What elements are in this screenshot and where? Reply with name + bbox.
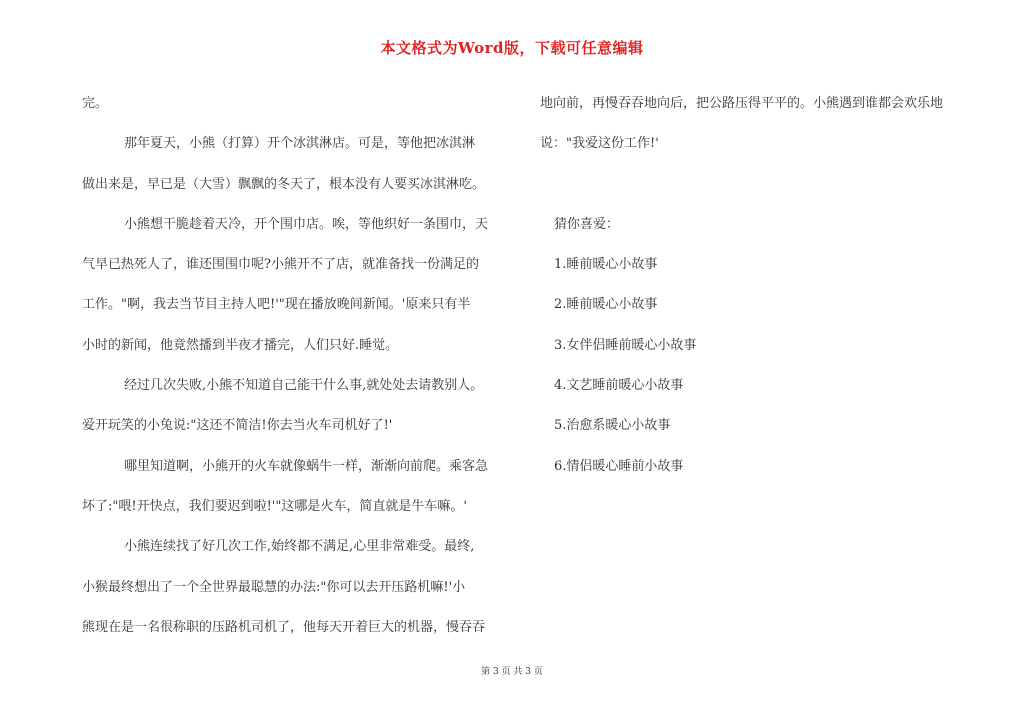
related-item-3[interactable]: 3.女伴侣睡前暖心小故事	[554, 337, 697, 353]
body-line: 经过几次失败,小熊不知道自己能干什么事,就处处去请教别人。	[124, 378, 484, 394]
body-line: 完。	[82, 96, 109, 111]
related-item-6[interactable]: 6.情侣暖心睡前小故事	[554, 458, 684, 474]
right-column	[540, 84, 972, 487]
body-line: 气早已热死人了，谁还围围巾呢?小熊开不了店，就准备找一份满足的	[82, 257, 479, 273]
body-line: 小时的新闻，他竟然播到半夜才播完，人们只好.睡觉。	[82, 337, 399, 353]
body-line: 地向前，再慢吞吞地向后，把公路压得平平的。小熊遇到谁都会欢乐地	[540, 96, 944, 111]
related-item-2[interactable]: 2.睡前暖心小故事	[554, 297, 658, 313]
body-line: 坏了:"喂!开快点，我们要迟到啦!'"这哪是火车，简直就是牛车嘛。'	[82, 498, 467, 514]
body-line: 小熊连续找了好几次工作,始终都不满足,心里非常难受。最终,	[124, 539, 475, 555]
left-column	[82, 84, 514, 648]
body-line: 工作。"啊，我去当节目主持人吧!'"现在播放晚间新闻。'原来只有半	[82, 297, 471, 313]
body-line: 那年夏天，小熊（打算）开个冰淇淋店。可是，等他把冰淇淋	[124, 136, 476, 152]
related-title: 猜你喜爱：	[554, 216, 620, 232]
body-line: 小猴最终想出了一个全世界最聪慧的办法:"你可以去开压路机嘛!'小	[82, 579, 466, 595]
related-item-1[interactable]: 1.睡前暖心小故事	[554, 257, 658, 273]
document-banner: 本文格式为Word版，下载可任意编辑	[380, 39, 644, 57]
related-item-4[interactable]: 4.文艺睡前暖心小故事	[554, 378, 684, 394]
body-line: 哪里知道啊，小熊开的火车就像蜗牛一样，渐渐向前爬。乘客急	[124, 458, 489, 474]
page-number: 第 3 页 共 3 页	[481, 667, 543, 677]
body-line: 做出来是，早已是（大雪）飘飘的冬天了，根本没有人要买冰淇淋吃。	[82, 176, 486, 192]
body-line: 爱开玩笑的小兔说:"这还不简洁!你去当火车司机好了!'	[82, 418, 393, 434]
related-item-5[interactable]: 5.治愈系暖心小故事	[554, 418, 671, 434]
body-line: 熊现在是一名很称职的压路机司机了，他每天开着巨大的机器，慢吞吞	[82, 619, 486, 635]
body-line: 说："我爱这份工作!'	[540, 136, 659, 152]
body-line: 小熊想干脆趁着天冷，开个围巾店。唉，等他织好一条围巾，天	[124, 216, 489, 232]
blank-line	[540, 165, 972, 205]
